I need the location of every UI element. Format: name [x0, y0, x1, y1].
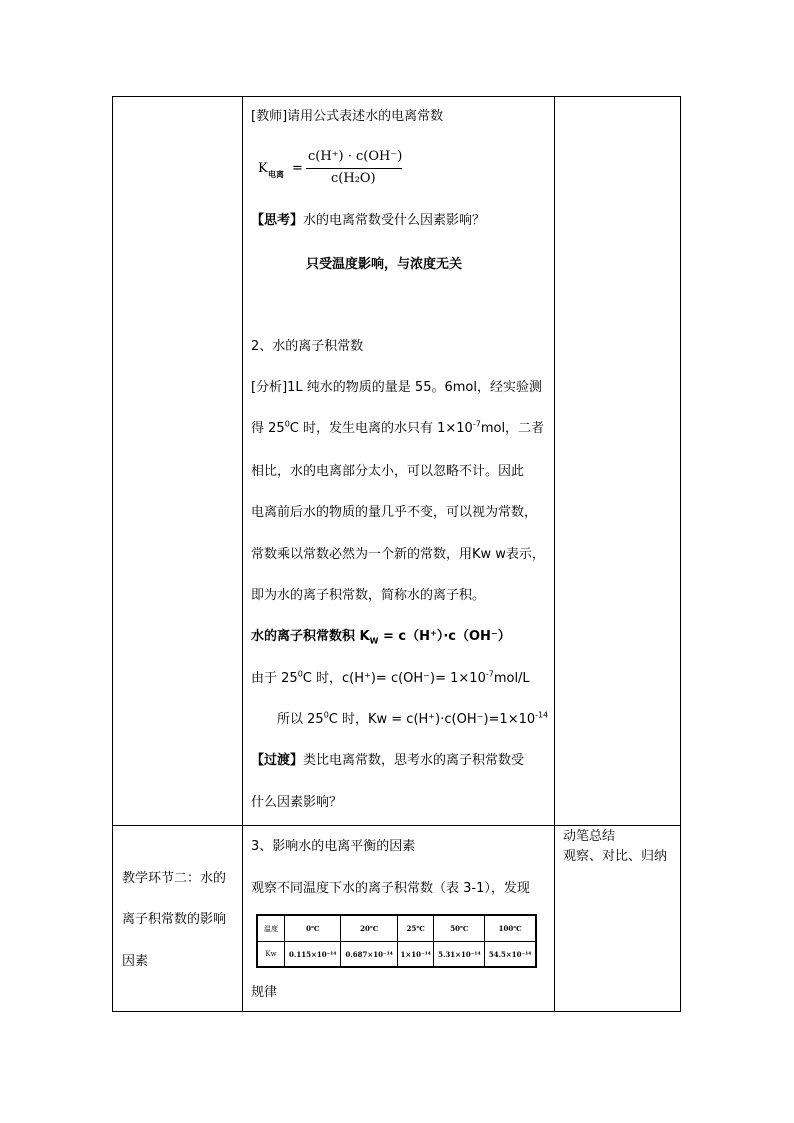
table-cell: Kw [258, 942, 285, 967]
table-border-left [112, 96, 113, 1012]
table-header-cell: 25℃ [397, 916, 434, 942]
analysis-text: mol，二者 [480, 421, 545, 436]
table-header-cell: 20℃ [341, 916, 397, 942]
kw-definition-text: 水的离子积常数积 K [251, 629, 370, 644]
analysis-line-4: 电离前后水的物质的量几乎不变，可以视为常数， [251, 505, 538, 520]
segment-title-line-1: 教学环节二：水的 [122, 871, 227, 886]
law-text: 规律 [251, 985, 278, 1000]
transition-label: 【过渡】 [251, 753, 304, 768]
section-heading-3: 3、影响水的电离平衡的因素 [251, 839, 416, 854]
table-border-bottom [112, 1011, 681, 1012]
table-header-cell: 50℃ [434, 916, 485, 942]
table-cell: 0.687×10⁻¹⁴ [341, 942, 397, 967]
kw-value-line [277, 711, 548, 729]
activity-line-2: 观察、对比、归纳 [563, 849, 668, 864]
analysis-line-1: [分析]1L 纯水的物质的量是 55。6mol，经实验测 [251, 380, 542, 395]
teacher-line: [教师]请用公式表述水的电离常数 [251, 109, 444, 124]
table-cell: 5.31×10⁻¹⁴ [434, 942, 485, 967]
analysis-text: 得 25 [251, 421, 285, 436]
formula-k-subscript: 电离 [268, 170, 284, 179]
kw-value-text: C 时，Kw = c(H⁺)·c(OH⁻)=1×10 [328, 712, 536, 727]
formula-equals: = [292, 161, 303, 176]
exponent-superscript: -7 [472, 419, 481, 429]
table-row [258, 942, 536, 967]
kw-definition [251, 628, 511, 646]
exponent-superscript: -14 [535, 710, 549, 720]
segment-title-line-3: 因素 [122, 954, 149, 969]
degree-superscript: 0 [323, 710, 329, 720]
section-heading-2: 2、水的离子积常数 [251, 339, 364, 354]
analysis-line-3: 相比，水的电离部分太小，可以忽略不计。因此 [251, 464, 525, 479]
concentration-text: 由于 25 [251, 671, 298, 686]
transition-text: 类比电离常数，思考水的离子积常数受 [303, 753, 525, 768]
degree-superscript: 0 [297, 669, 303, 679]
think-label: 【思考】 [251, 213, 304, 228]
table-row-divider [112, 825, 681, 826]
formula-k: K [258, 161, 268, 176]
table-border-col1 [242, 96, 243, 1012]
exponent-superscript: -7 [485, 669, 494, 679]
activity-line-1: 动笔总结 [563, 829, 616, 844]
table-cell: 0.115×10⁻¹⁴ [285, 942, 341, 967]
observe-line: 观察不同温度下水的离子积常数（表 3-1），发现 [251, 881, 530, 896]
analysis-line-2 [251, 420, 544, 438]
think-text: 水的电离常数受什么因素影响？ [303, 213, 486, 228]
transition-line-2: 什么因素影响？ [251, 795, 343, 810]
kw-definition-expression: = c（H⁺）·c（OH⁻） [378, 629, 511, 644]
kw-temperature-table [256, 914, 537, 968]
think-line [251, 212, 485, 230]
degree-superscript: 0 [284, 419, 290, 429]
table-header-cell: 温度 [258, 916, 285, 942]
kw-value-text: 所以 25 [277, 712, 324, 727]
table-header-cell: 100℃ [485, 916, 536, 942]
table-header-cell: 0℃ [285, 916, 341, 942]
table-border-top [112, 96, 681, 97]
table-header-row [258, 916, 536, 942]
table-cell: 1×10⁻¹⁴ [397, 942, 434, 967]
concentration-unit: mol/L [493, 671, 530, 686]
table-cell: 54.5×10⁻¹⁴ [485, 942, 536, 967]
table-border-right [680, 96, 681, 1012]
kw-subscript: W [369, 636, 379, 646]
table-border-col2 [554, 96, 555, 1012]
segment-title-line-2: 离子积常数的影响 [122, 912, 227, 927]
concentration-line [251, 670, 530, 688]
concentration-text: C 时，c(H⁺)= c(OH⁻)= 1×10 [302, 671, 486, 686]
analysis-text: C 时，发生电离的水只有 1×10 [289, 421, 473, 436]
formula-denominator: c(H₂O) [331, 171, 376, 186]
analysis-line-6: 即为水的离子积常数，简称水的离子积。 [251, 588, 486, 603]
formula-numerator: c(H⁺) · c(OH⁻) [308, 149, 403, 164]
formula-fraction-bar [306, 168, 402, 169]
think-answer: 只受温度影响，与浓度无关 [306, 257, 463, 272]
analysis-line-5: 常数乘以常数必然为一个新的常数，用Kw w表示， [251, 547, 545, 562]
transition-line [251, 752, 524, 770]
